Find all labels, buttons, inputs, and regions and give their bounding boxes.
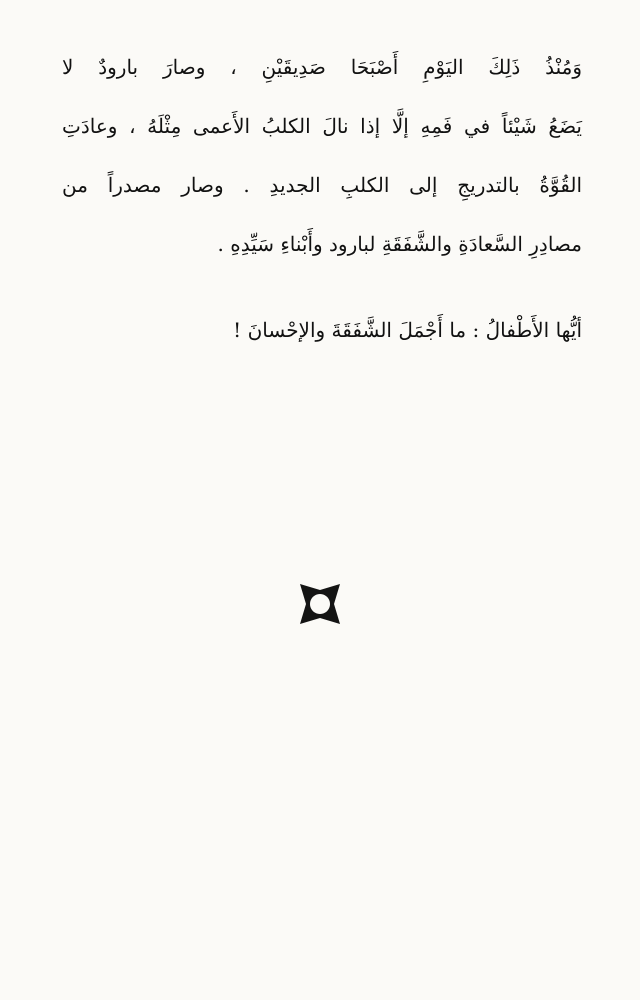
ornament-svg — [296, 580, 344, 628]
story-line-3: القُوَّةُ بالتدريجِ إلى الكلبِ الجديدِ . وصار مصدراً من — [62, 173, 582, 197]
story-line-1: وَمُنْذُ ذَلِكَ اليَوْمِ أَصْبَحَا صَدِيقَيْنِ ، وصارَ بارودٌ لا — [62, 55, 582, 79]
story-line-4: مصادِرِ السَّعادَةِ والشَّفَقَةِ لبارود وأَبْناءِ سَيِّدِهِ . — [217, 232, 582, 256]
story-paragraph — [62, 38, 582, 274]
story-line-2: يَضَعُ شَيْئاً في فَمِهِ إلَّا إذا نالَ الكلبُ الأَعمى مِثْلَهُ ، وعادَتِ — [62, 114, 582, 138]
story-text — [62, 38, 582, 274]
ornament-shape — [300, 584, 340, 624]
star-ring-ornament-icon — [296, 580, 344, 628]
moral-exclamation: أيُّها الأَطْفالُ : ما أَجْمَلَ الشَّفَقَةَ والإحْسانَ ! — [233, 318, 582, 342]
